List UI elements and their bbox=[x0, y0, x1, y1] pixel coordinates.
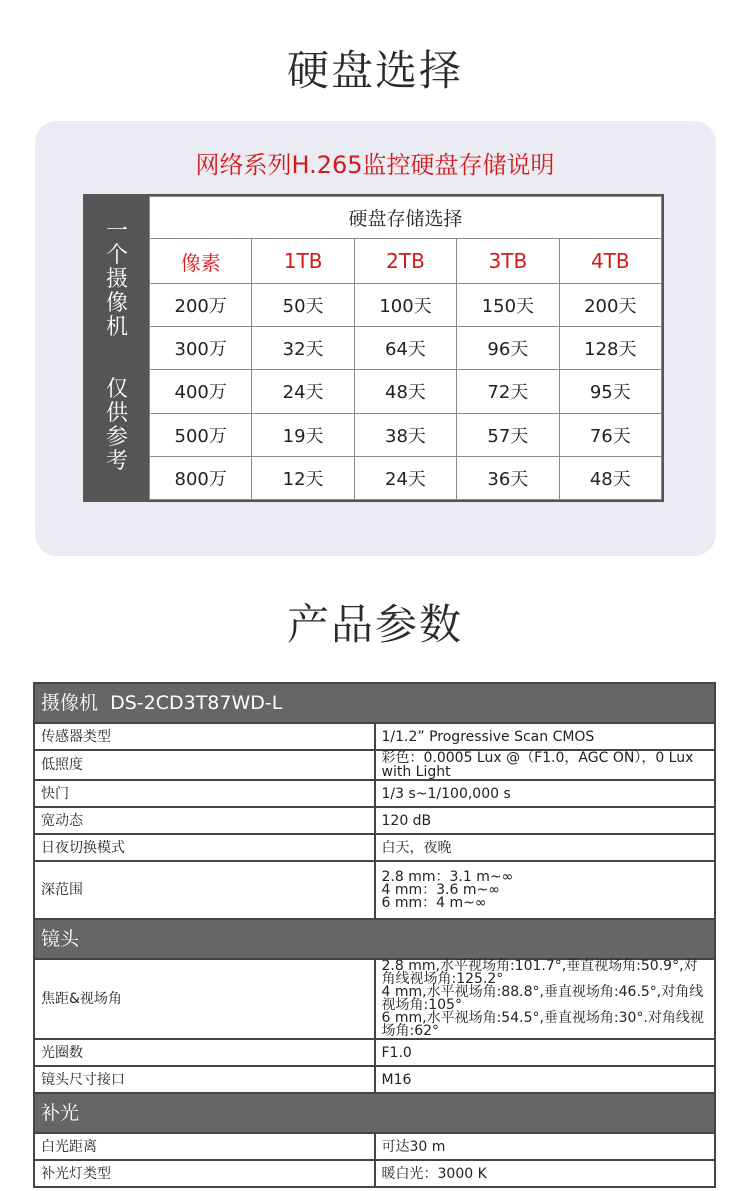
spec-label: 深范围 bbox=[34, 861, 375, 919]
sidebar-char: 摄 bbox=[105, 267, 128, 292]
spec-line: 4 mm,水平视场角:88.8°,垂直视场角:46.5°,对角线视场角:105° bbox=[381, 984, 704, 1013]
col-4tb: 4TB bbox=[559, 239, 661, 284]
spec-label: 日夜切换模式 bbox=[34, 834, 375, 861]
table-row bbox=[150, 456, 662, 499]
storage-card-title: 网络系列H.265监控硬盘存储说明 bbox=[195, 151, 555, 179]
storage-section-title: 硬盘选择 bbox=[286, 46, 463, 95]
col-3tb: 3TB bbox=[457, 239, 559, 284]
table-cell: 19天 bbox=[252, 413, 354, 456]
sidebar-char: 一 bbox=[105, 219, 128, 244]
spec-row bbox=[34, 780, 715, 807]
spec-label: 镜头尺寸接口 bbox=[34, 1066, 375, 1093]
spec-row bbox=[34, 750, 715, 780]
sidebar-char: 个 bbox=[105, 243, 128, 268]
sidebar-char: 像 bbox=[105, 291, 128, 316]
table-cell: 96天 bbox=[457, 327, 559, 370]
spec-value: 白天，夜晚 bbox=[375, 834, 716, 861]
storage-header: 硬盘存储选择 bbox=[150, 197, 662, 239]
spec-value: 1/1.2” Progressive Scan CMOS bbox=[375, 723, 716, 750]
table-cell: 72天 bbox=[457, 370, 559, 413]
sidebar-text-reference bbox=[85, 378, 149, 474]
spec-table bbox=[33, 682, 716, 1188]
spec-label: 光圈数 bbox=[34, 1039, 375, 1066]
spec-line: 6 mm：4 m~∞ bbox=[381, 894, 487, 911]
spec-line: 6 mm,水平视场角:54.5°,垂直视场角:30°.对角线视场角:62° bbox=[381, 1010, 704, 1039]
table-cell: 200万 bbox=[150, 284, 252, 327]
sidebar-char: 仅 bbox=[105, 377, 128, 402]
reference-sidebar bbox=[85, 196, 149, 500]
spec-group-light: 补光 bbox=[34, 1093, 715, 1133]
spec-row bbox=[34, 807, 715, 834]
table-cell: 800万 bbox=[150, 456, 252, 499]
spec-value: M16 bbox=[375, 1066, 716, 1093]
col-pixel: 像素 bbox=[150, 239, 252, 284]
spec-row bbox=[34, 1160, 715, 1187]
table-cell: 38天 bbox=[354, 413, 456, 456]
spec-value: 暖白光：3000 K bbox=[375, 1160, 716, 1187]
sidebar-char: 考 bbox=[105, 449, 128, 474]
spec-value-multiline bbox=[375, 861, 716, 919]
table-cell: 24天 bbox=[252, 370, 354, 413]
table-cell: 150天 bbox=[457, 284, 559, 327]
table-cell: 24天 bbox=[354, 456, 456, 499]
table-cell: 48天 bbox=[559, 456, 661, 499]
table-row bbox=[150, 413, 662, 456]
sidebar-char: 参 bbox=[105, 425, 128, 450]
table-cell: 36天 bbox=[457, 456, 559, 499]
spec-label: 补光灯类型 bbox=[34, 1160, 375, 1187]
spec-value: 1/3 s~1/100,000 s bbox=[375, 780, 716, 807]
storage-column-row bbox=[150, 239, 662, 284]
spec-row bbox=[34, 723, 715, 750]
spec-value: 彩色：0.0005 Lux @（F1.0，AGC ON），0 Lux with Light bbox=[375, 750, 716, 780]
spec-row bbox=[34, 1133, 715, 1160]
table-cell: 12天 bbox=[252, 456, 354, 499]
params-section-title: 产品参数 bbox=[286, 600, 463, 649]
table-cell: 500万 bbox=[150, 413, 252, 456]
table-row bbox=[150, 327, 662, 370]
table-cell: 48天 bbox=[354, 370, 456, 413]
spec-row bbox=[34, 959, 715, 1039]
table-cell: 128天 bbox=[559, 327, 661, 370]
spec-row bbox=[34, 834, 715, 861]
table-cell: 32天 bbox=[252, 327, 354, 370]
table-cell: 64天 bbox=[354, 327, 456, 370]
storage-table bbox=[83, 194, 664, 502]
table-cell: 100天 bbox=[354, 284, 456, 327]
spec-label: 白光距离 bbox=[34, 1133, 375, 1160]
spec-value: 120 dB bbox=[375, 807, 716, 834]
spec-value: F1.0 bbox=[375, 1039, 716, 1066]
sidebar-char: 供 bbox=[105, 401, 128, 426]
table-cell: 50天 bbox=[252, 284, 354, 327]
table-cell: 200天 bbox=[559, 284, 661, 327]
spec-row bbox=[34, 1066, 715, 1093]
table-row bbox=[150, 370, 662, 413]
spec-value-multiline bbox=[375, 959, 716, 1039]
spec-label: 传感器类型 bbox=[34, 723, 375, 750]
spec-value: 可达30 m bbox=[375, 1133, 716, 1160]
spec-row bbox=[34, 861, 715, 919]
table-cell: 76天 bbox=[559, 413, 661, 456]
sidebar-char: 机 bbox=[105, 315, 128, 340]
col-2tb: 2TB bbox=[354, 239, 456, 284]
table-row bbox=[150, 284, 662, 327]
col-1tb: 1TB bbox=[252, 239, 354, 284]
spec-label: 快门 bbox=[34, 780, 375, 807]
spec-row bbox=[34, 1039, 715, 1066]
spec-label: 宽动态 bbox=[34, 807, 375, 834]
spec-group-camera: 摄像机 DS-2CD3T87WD-L bbox=[34, 683, 715, 723]
table-cell: 95天 bbox=[559, 370, 661, 413]
table-cell: 300万 bbox=[150, 327, 252, 370]
table-cell: 57天 bbox=[457, 413, 559, 456]
spec-line: 4 mm：3.6 m~∞ bbox=[381, 881, 500, 898]
sidebar-text-camera bbox=[85, 220, 149, 340]
spec-label: 焦距&视场角 bbox=[34, 959, 375, 1039]
spec-line: 2.8 mm：3.1 m~∞ bbox=[381, 868, 514, 885]
spec-label: 低照度 bbox=[34, 750, 375, 780]
storage-grid bbox=[149, 196, 662, 500]
spec-group-lens: 镜头 bbox=[34, 919, 715, 959]
table-cell: 400万 bbox=[150, 370, 252, 413]
spec-line: 2.8 mm,水平视场角:101.7°,垂直视场角:50.9°,对角线视场角:125.2° bbox=[381, 958, 698, 987]
